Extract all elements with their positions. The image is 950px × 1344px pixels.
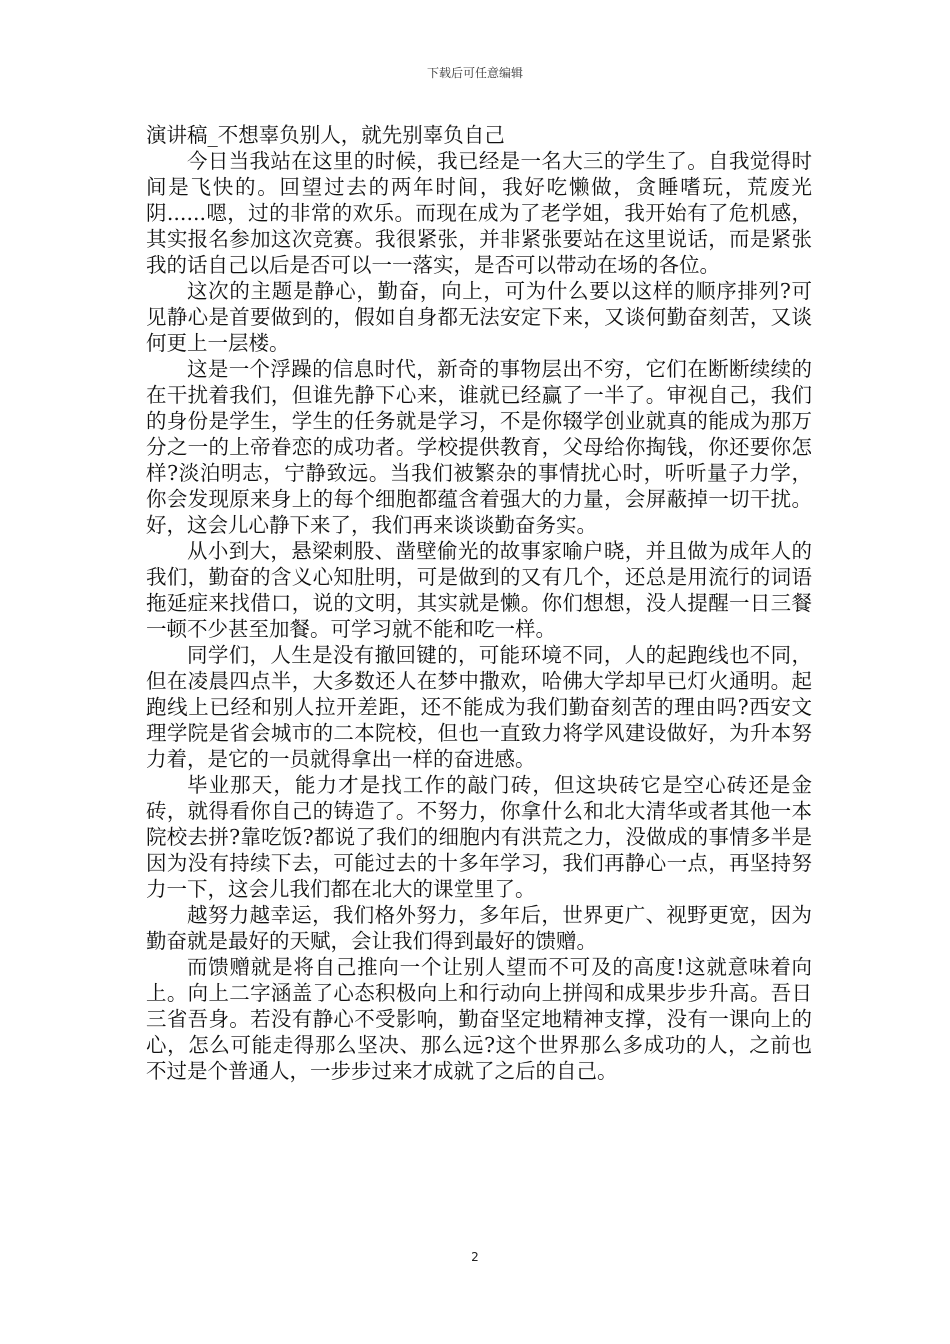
paragraph-6: 毕业那天，能力才是找工作的敲门砖，但这块砖它是空心砖还是金砖，就得看你自己的铸造了。不努力，你拿什么和北大清华或者其他一本院校去拼?靠吃饭?都说了我们的细胞内有洪荒之力，没做成的事情多半是因为没有持续下去，可能过去的十多年学习，我们再静心一点，再坚持努力一下，这会儿我们都在北大的课堂里了。 xyxy=(146,773,812,901)
page-number: 2 xyxy=(471,1250,479,1264)
paragraph-8: 而馈赠就是将自己推向一个让别人望而不可及的高度!这就意味着向上。向上二字涵盖了心态积极向上和行动向上拼闯和成果步步升高。吾日三省吾身。若没有静心不受影响，勤奋坚定地精神支撑，没有一课向上的心，怎么可能走得那么坚决、那么远?这个世界那么多成功的人，之前也不过是个普通人，一步步过来才成就了之后的自己。 xyxy=(146,955,812,1083)
paragraph-4: 从小到大，悬梁刺股、凿壁偷光的故事家喻户晓，并且做为成年人的我们，勤奋的含义心知肚明，可是做到的又有几个，还总是用流行的词语拖延症来找借口，说的文明，其实就是懒。你们想想，没人提醒一日三餐一顿不少甚至加餐。可学习就不能和吃一样。 xyxy=(146,539,812,641)
paragraph-3: 这是一个浮躁的信息时代，新奇的事物层出不穷，它们在断断续续的在干扰着我们，但谁先静下心来，谁就已经赢了一半了。审视自己，我们的身份是学生，学生的任务就是学习，不是你辍学创业就真的能成为那万分之一的上帝眷恋的成功者。学校提供教育，父母给你掏钱，你还要你怎样?淡泊明志，宁静致远。当我们被繁杂的事情扰心时，听听量子力学，你会发现原来身上的每个细胞都蕴含着强大的力量，会屏蔽掉一切干扰。好，这会儿心静下来了，我们再来谈谈勤奋务实。 xyxy=(146,357,812,537)
paragraph-2: 这次的主题是静心，勤奋，向上，可为什么要以这样的顺序排列?可见静心是首要做到的，假如自身都无法安定下来，又谈何勤奋刻苦，又谈何更上一层楼。 xyxy=(146,279,812,355)
document-body xyxy=(146,122,812,1084)
paragraph-7: 越努力越幸运，我们格外努力，多年后，世界更广、视野更宽，因为勤奋就是最好的天赋，会让我们得到最好的馈赠。 xyxy=(146,903,812,953)
paragraph-5: 同学们，人生是没有撤回键的，可能环境不同，人的起跑线也不同，但在凌晨四点半，大多数还人在梦中撒欢，哈佛大学却早已灯火通明。起跑线上已经和别人拉开差距，还不能成为我们勤奋刻苦的理由吗?西安文理学院是省会城市的二本院校，但也一直致力将学风建设做好，为升本努力着，是它的一员就得拿出一样的奋进感。 xyxy=(146,643,812,771)
document-title: 演讲稿_不想辜负别人，就先别辜负自己 xyxy=(146,123,505,147)
page-header: 下载后可任意编辑 xyxy=(426,66,523,80)
paragraph-1: 今日当我站在这里的时候，我已经是一名大三的学生了。自我觉得时间是飞快的。回望过去的两年时间，我好吃懒做，贪睡嗜玩，荒废光阴......嗯，过的非常的欢乐。而现在成为了老学姐，我开始有了危机感，其实报名参加这次竞赛。我很紧张，并非紧张要站在这里说话，而是紧张我的话自己以后是否可以一一落实，是否可以带动在场的各位。 xyxy=(146,149,812,277)
